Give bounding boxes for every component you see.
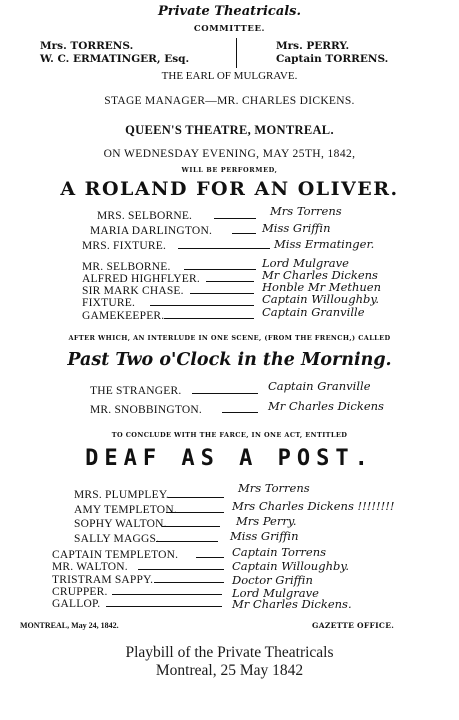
cast-leader-line: [156, 541, 218, 542]
play-title: A ROLAND FOR AN OLIVER.: [60, 178, 399, 200]
actor-name: Mrs Torrens: [238, 481, 310, 495]
cast-leader-line: [184, 269, 256, 270]
cast-leader-line: [154, 582, 224, 583]
actor-name: Lord Mulgrave: [262, 256, 349, 270]
role-name: SIR MARK CHASE.: [82, 285, 184, 297]
cast-leader-line: [162, 526, 220, 527]
cast-leader-line: [214, 218, 256, 219]
role-name: MRS. SELBORNE.: [97, 210, 193, 222]
cast-leader-line: [190, 293, 254, 294]
role-name: SOPHY WALTON.: [74, 518, 167, 530]
caption-line-1: Playbill of the Private Theatricals: [125, 644, 334, 661]
role-name: MR. WALTON.: [52, 561, 128, 573]
committee-member: Mrs. PERRY.: [276, 40, 350, 52]
role-name: MRS. PLUMPLEY.: [74, 489, 169, 501]
actor-name: Miss Griffin: [262, 221, 331, 235]
cast-leader-line: [166, 512, 224, 513]
cast-leader-line: [222, 412, 258, 413]
committee-divider: [236, 38, 237, 68]
role-name: GAMEKEEPER.: [82, 310, 165, 322]
performance-date: ON WEDNESDAY EVENING, MAY 25TH, 1842,: [103, 148, 356, 160]
committee-member: Captain TORRENS.: [276, 53, 389, 65]
actor-name: Mr Charles Dickens: [268, 399, 384, 413]
actor-name: Mr Charles Dickens.: [232, 597, 352, 611]
earl-line: THE EARL OF MULGRAVE.: [161, 70, 298, 82]
role-name: CRUPPER.: [52, 586, 108, 598]
role-name: MR. SNOBBINGTON.: [90, 404, 202, 416]
role-name: THE STRANGER.: [90, 385, 182, 397]
committee-heading: COMMITTEE.: [193, 24, 266, 34]
stage-manager: STAGE MANAGER—MR. CHARLES DICKENS.: [104, 95, 355, 107]
role-name: MRS. FIXTURE.: [82, 240, 167, 252]
actor-name: Captain Granville: [268, 379, 371, 393]
role-name: AMY TEMPLETON.: [74, 504, 177, 516]
interlude-title: Past Two o'Clock in the Morning.: [67, 350, 392, 370]
cast-leader-line: [112, 594, 222, 595]
actor-name: Miss Ermatinger.: [274, 237, 375, 251]
role-name: MR. SELBORNE.: [82, 261, 171, 273]
cast-leader-line: [232, 233, 256, 234]
cast-leader-line: [164, 318, 254, 319]
footer-place-date: MONTREAL, May 24, 1842.: [20, 621, 119, 630]
role-name: ALFRED HIGHFLYER.: [82, 273, 200, 285]
role-name: SALLY MAGGS.: [74, 533, 160, 545]
actor-name: Honble Mr Methuen: [262, 280, 382, 294]
cast-leader-line: [150, 305, 254, 306]
caption-line-2: Montreal, 25 May 1842: [155, 662, 304, 679]
cast-leader-line: [178, 248, 270, 249]
actor-name: Mrs Perry.: [236, 514, 297, 528]
role-name: GALLOP.: [52, 598, 101, 610]
cast-leader-line: [206, 281, 254, 282]
actor-name: Doctor Griffin: [232, 573, 313, 587]
actor-name: Mr Charles Dickens: [262, 268, 378, 282]
actor-name: Miss Griffin: [230, 529, 299, 543]
cast-leader-line: [168, 497, 224, 498]
role-name: FIXTURE.: [82, 297, 136, 309]
actor-name: Mrs Charles Dickens !!!!!!!!: [232, 499, 395, 513]
actor-name: Captain Willoughby.: [232, 559, 349, 573]
playbill-title: Private Theatricals.: [157, 4, 302, 19]
actor-name: Captain Torrens: [232, 545, 327, 559]
footer-printer: GAZETTE OFFICE.: [312, 621, 395, 630]
farce-note: TO CONCLUDE WITH THE FARCE, IN ONE ACT, ENTITLED: [111, 431, 348, 439]
actor-name: Lord Mulgrave: [232, 586, 319, 600]
actor-name: Captain Granville: [262, 305, 365, 319]
actor-name: Captain Willoughby.: [262, 292, 379, 306]
actor-name: Mrs Torrens: [270, 204, 342, 218]
role-name: CAPTAIN TEMPLETON.: [52, 549, 179, 561]
farce-title: DEAF AS A POST.: [85, 446, 374, 471]
committee-member: Mrs. TORRENS.: [40, 40, 134, 52]
committee-member: W. C. ERMATINGER, Esq.: [40, 53, 190, 65]
cast-leader-line: [192, 393, 258, 394]
cast-leader-line: [106, 606, 222, 607]
role-name: TRISTRAM SAPPY.: [52, 574, 154, 586]
will-be-performed: WILL BE PERFORMED,: [181, 166, 278, 174]
cast-leader-line: [138, 569, 224, 570]
theatre-name: QUEEN'S THEATRE, MONTREAL.: [125, 123, 334, 137]
cast-leader-line: [196, 557, 224, 558]
role-name: MARIA DARLINGTON.: [90, 225, 213, 237]
interlude-note: AFTER WHICH, AN INTERLUDE IN ONE SCENE, (FROM THE FRENCH,) CALLED: [68, 334, 391, 342]
